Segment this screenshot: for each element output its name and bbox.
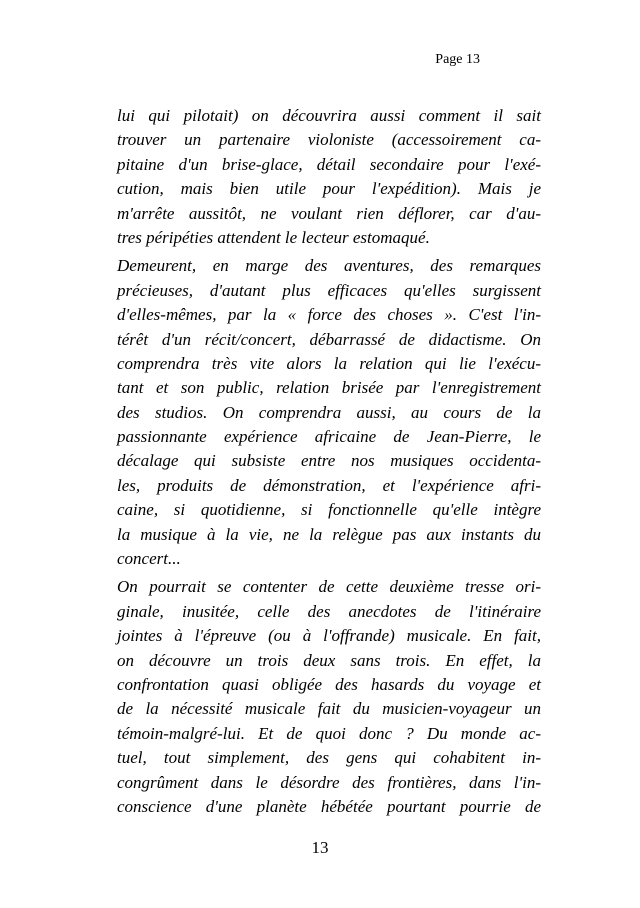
text-line: ginale, inusitée, celle des anecdotes de l'itinéraire [117, 601, 541, 621]
text-line: térêt d'un récit/concert, débarrassé de didactisme. On [117, 329, 541, 349]
text-line: la musique à la vie, ne la relègue pas aux instants du [117, 524, 541, 544]
text-line: trouver un partenaire violoniste (accessoirement ca- [117, 130, 541, 150]
text-line: m'arrête aussitôt, ne voulant rien déflorer, car d'au- [117, 203, 541, 223]
text-line: on découvre un trois deux sans trois. En effet, la [117, 650, 541, 670]
text-line: décalage qui subsiste entre nos musiques occidenta- [117, 451, 541, 471]
text-line: On pourrait se contenter de cette deuxième tresse ori- [117, 577, 541, 597]
text-line: comprendra très vite alors la relation qui lie l'exécu- [117, 353, 541, 373]
text-line: congrûment dans le désordre des frontières, dans l'in- [117, 772, 541, 792]
paragraph-3 [117, 575, 541, 819]
text-line: passionnante expérience africaine de Jean-Pierre, le [117, 427, 541, 447]
text-line: témoin-malgré-lui. Et de quoi donc ? Du monde ac- [117, 723, 541, 743]
text-line: précieuses, d'autant plus efficaces qu'elles surgissent [117, 280, 541, 300]
text-line: pitaine d'un brise-glace, détail secondaire pour l'exé- [117, 154, 541, 174]
text-line: des studios. On comprendra aussi, au cours de la [117, 402, 541, 422]
page-number: 13 [311, 838, 329, 857]
text-line: de la nécessité musicale fait du musicien-voyageur un [117, 699, 541, 719]
text-line: concert... [117, 549, 181, 569]
text-line: caine, si quotidienne, si fonctionnelle qu'elle intègre [117, 500, 541, 520]
text-line: jointes à l'épreuve (ou à l'offrande) musicale. En fait, [117, 626, 541, 646]
text-line: tant et son public, relation brisée par l'enregistrement [117, 378, 541, 398]
text-body [117, 104, 541, 823]
text-line: lui qui pilotait) on découvrira aussi comment il sait [117, 106, 541, 125]
text-line: les, produits de démonstration, et l'expérience afri- [117, 475, 541, 495]
running-header-page-label: Page 13 [435, 52, 480, 67]
paragraph-1 [117, 104, 541, 250]
text-line: tres péripéties attendent le lecteur estomaqué. [117, 227, 430, 247]
text-line: cution, mais bien utile pour l'expédition). Mais je [117, 179, 541, 199]
text-line: Demeurent, en marge des aventures, des remarques [117, 256, 541, 276]
text-line: tuel, tout simplement, des gens qui cohabitent in- [117, 748, 541, 768]
text-line: conscience d'une planète hébétée pourtant pourrie de [117, 796, 541, 816]
text-line: d'elles-mêmes, par la « force des choses ». C'est l'in- [117, 305, 541, 325]
paragraph-2 [117, 254, 541, 571]
text-line: confrontation quasi obligée des hasards du voyage et [117, 674, 541, 694]
